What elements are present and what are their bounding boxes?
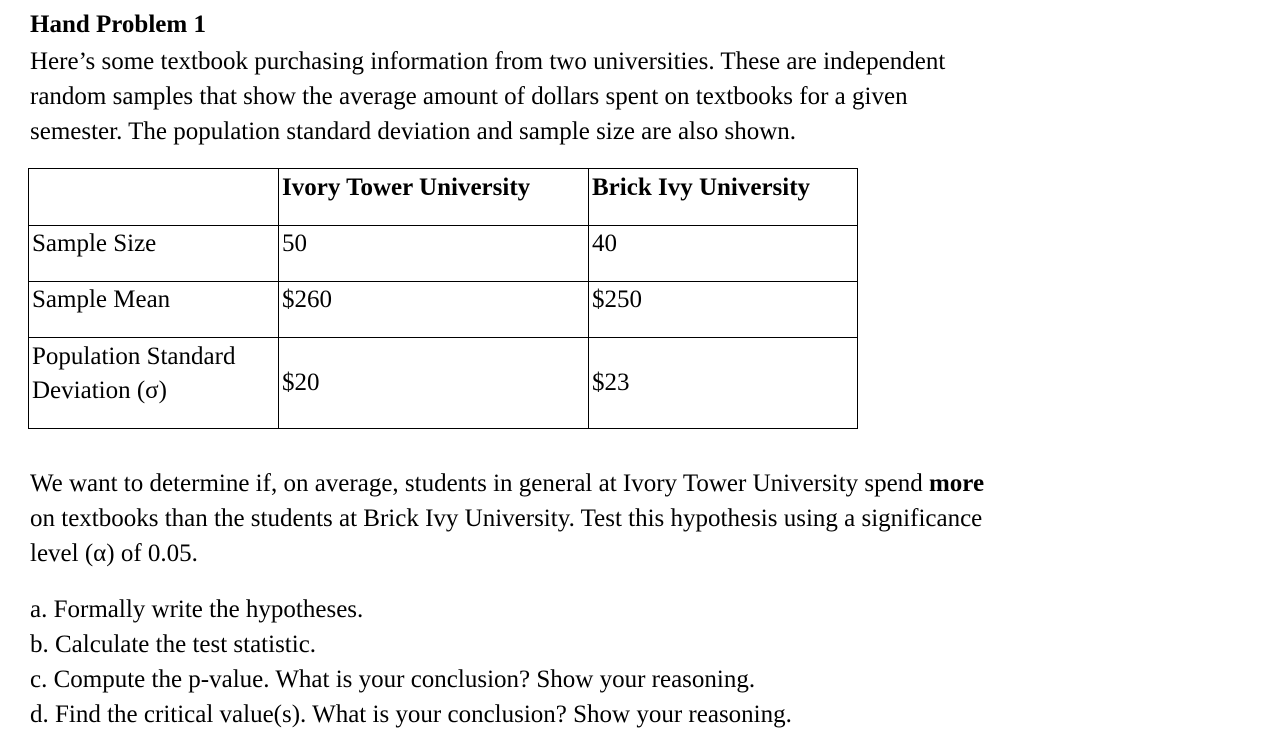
table-header-empty bbox=[29, 169, 279, 226]
row-label: Sample Size bbox=[29, 226, 279, 282]
row-label-line: Population Standard bbox=[32, 343, 236, 370]
table-row bbox=[29, 226, 858, 282]
brick-value: $250 bbox=[589, 282, 858, 338]
table-header-ivory: Ivory Tower University bbox=[279, 169, 589, 226]
row-label-line: Deviation (σ) bbox=[32, 377, 167, 404]
question-paragraph bbox=[30, 466, 1250, 571]
brick-value: 40 bbox=[589, 226, 858, 282]
question-line: on textbooks than the students at Brick Ivy University. Test this hypothesis using a significance bbox=[30, 505, 983, 532]
task-item: b. Calculate the test statistic. bbox=[30, 631, 317, 658]
intro-line: random samples that show the average amount of dollars spent on textbooks for a given bbox=[30, 83, 908, 110]
data-table bbox=[28, 168, 858, 429]
row-label bbox=[29, 338, 279, 429]
ivory-value: $20 bbox=[279, 338, 589, 429]
intro-paragraph bbox=[30, 44, 1230, 149]
intro-line: semester. The population standard deviation and sample size are also shown. bbox=[30, 118, 797, 145]
question-text: We want to determine if, on average, students in general at Ivory Tower University spend bbox=[30, 470, 929, 497]
task-list bbox=[30, 592, 792, 732]
intro-line: Here’s some textbook purchasing information from two universities. These are independent bbox=[30, 48, 946, 75]
row-label: Sample Mean bbox=[29, 282, 279, 338]
table-row bbox=[29, 338, 858, 429]
task-item: d. Find the critical value(s). What is your conclusion? Show your reasoning. bbox=[30, 701, 792, 728]
question-line: level (α) of 0.05. bbox=[30, 540, 198, 567]
table-header-row bbox=[29, 169, 858, 226]
question-line bbox=[30, 466, 1250, 501]
table-row bbox=[29, 282, 858, 338]
ivory-value: 50 bbox=[279, 226, 589, 282]
ivory-value: $260 bbox=[279, 282, 589, 338]
problem-title: Hand Problem 1 bbox=[30, 11, 206, 38]
table-header-brick: Brick Ivy University bbox=[589, 169, 858, 226]
brick-value: $23 bbox=[589, 338, 858, 429]
emphasis-more: more bbox=[928, 470, 985, 497]
task-item: c. Compute the p-value. What is your conclusion? Show your reasoning. bbox=[30, 666, 756, 693]
task-item: a. Formally write the hypotheses. bbox=[30, 596, 364, 623]
